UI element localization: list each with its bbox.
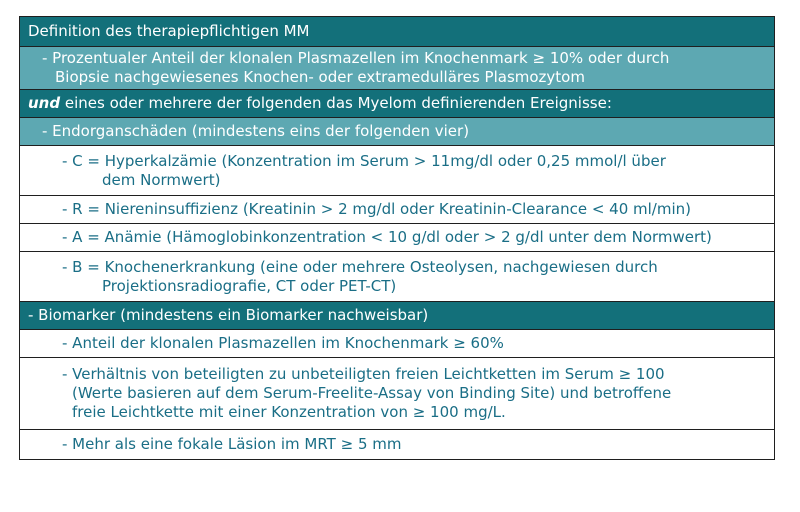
criterion-plasma-cells-10 [20, 47, 774, 90]
row-text-line: - C = Hyperkalzämie (Konzentration im Serum > 11mg/dl oder 0,25 mmol/l über [62, 151, 666, 170]
row-text: - Anteil der klonalen Plasmazellen im Knochenmark ≥ 60% [62, 334, 504, 352]
row-text: - R = Niereninsuffizienz (Kreatinin > 2 mg/dl oder Kreatinin-Clearance < 40 ml/min) [62, 200, 691, 218]
row-text-line: - Prozentualer Anteil der klonalen Plasmazellen im Knochenmark ≥ 10% oder durch [42, 49, 670, 67]
bold-conjunction: und [28, 94, 61, 112]
row-text-line: - B = Knochenerkrankung (eine oder mehrere Osteolysen, nachgewiesen durch [62, 257, 658, 276]
section-biomarker [20, 302, 774, 330]
row-text [28, 94, 768, 113]
section-header-und [20, 90, 774, 118]
criterion-r-niereninsuffizienz [20, 196, 774, 224]
criterion-plasma-cells-60 [20, 330, 774, 358]
table-title: Definition des therapiepflichtigen MM [28, 22, 310, 40]
row-text-line: dem Normwert) [102, 170, 221, 189]
row-text-line: freie Leichtkette mit einer Konzentration von ≥ 100 mg/L. [72, 403, 506, 421]
criteria-table [19, 16, 775, 460]
table-header-row [20, 17, 774, 47]
criterion-b-knochenerkrankung [20, 252, 774, 302]
row-text-rest: eines oder mehrere der folgenden das Myelom definierenden Ereignisse: [60, 94, 612, 112]
row-text-line: - Verhältnis von beteiligten zu unbeteiligten freien Leichtketten im Serum ≥ 100 [62, 365, 665, 383]
section-endorgan [20, 118, 774, 146]
row-text: - Endorganschäden (mindestens eins der folgenden vier) [42, 122, 470, 140]
row-text: - Biomarker (mindestens ein Biomarker nachweisbar) [28, 306, 429, 324]
criterion-a-anaemie [20, 224, 774, 252]
criterion-c-hyperkalzaemie [20, 146, 774, 196]
row-text: - A = Anämie (Hämoglobinkonzentration < 10 g/dl oder > 2 g/dl unter dem Normwert) [62, 228, 712, 246]
criterion-light-chain-ratio [20, 358, 774, 430]
row-text-line: Projektionsradiografie, CT oder PET-CT) [102, 276, 397, 295]
row-text-line: Biopsie nachgewiesenes Knochen- oder extramedulläres Plasmozytom [55, 68, 585, 86]
row-text: - Mehr als eine fokale Läsion im MRT ≥ 5 mm [62, 435, 402, 453]
criterion-mrt-lesion [20, 430, 774, 460]
row-text-line: (Werte basieren auf dem Serum-Freelite-Assay von Binding Site) und betroffene [72, 384, 672, 402]
